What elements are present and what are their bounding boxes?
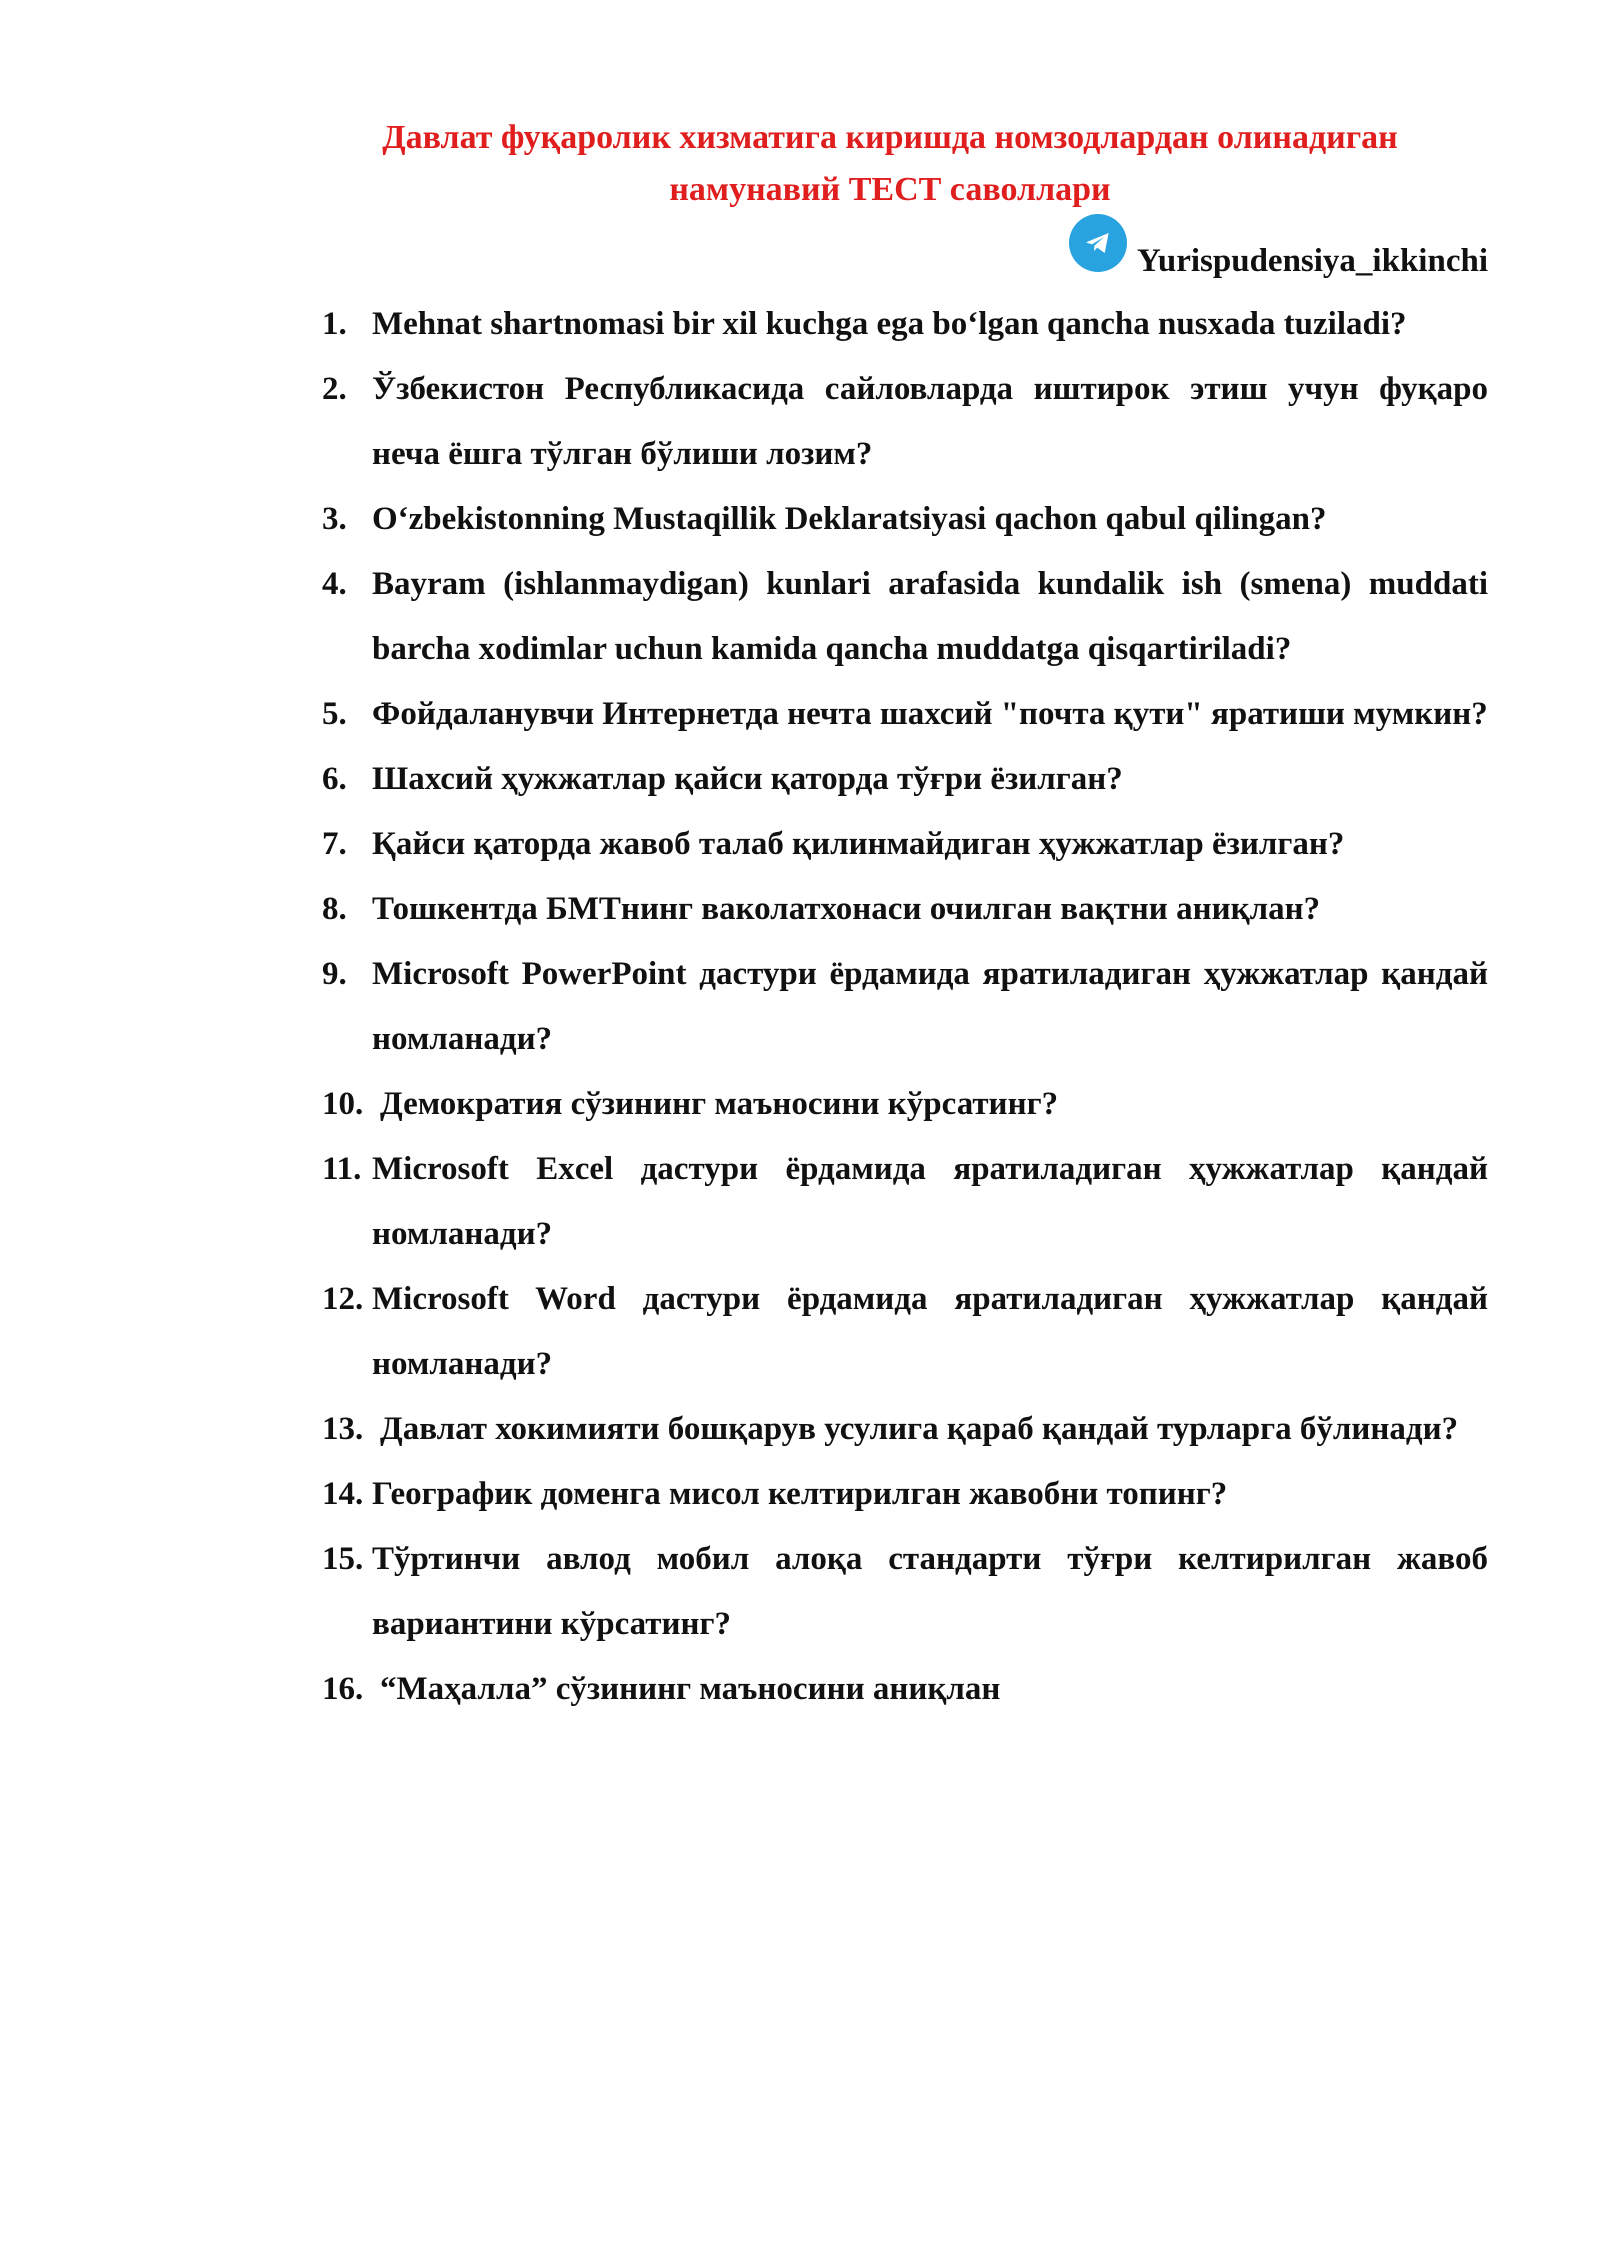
question-text: Bayram (ishlanmaydigan) kunlari arafasida kundalik ish (smena) muddati barcha xodimlar uchun kamida qancha muddatga qisqartiriladi? (372, 566, 1488, 667)
question-item (322, 682, 1488, 747)
channel-tag (1069, 220, 1488, 280)
question-number: 7. (322, 826, 347, 862)
question-number: 13. (322, 1411, 364, 1447)
question-item (322, 1137, 1488, 1267)
question-item (322, 292, 1488, 357)
question-item (322, 1072, 1488, 1137)
question-item (322, 1267, 1488, 1397)
question-text: Шахсий ҳужжатлар қайси қаторда тўғри ёзилган? (372, 761, 1123, 797)
question-text: Фойдаланувчи Интернетда нечта шахсий "почта қути" яратиши мумкин? (372, 696, 1488, 732)
question-text: Тошкентда БМТнинг ваколатхонаси очилган вақтни аниқлан? (372, 891, 1321, 927)
question-text: Давлат хокимияти бошқарув усулига қараб қандай турларга бўлинади? (380, 1411, 1459, 1447)
question-number: 1. (322, 306, 347, 342)
question-item (322, 1657, 1488, 1722)
question-item (322, 877, 1488, 942)
question-text: Mehnat shartnomasi bir xil kuchga ega bo‘lgan qancha nusxada tuziladi? (372, 306, 1407, 342)
question-number: 16. (322, 1671, 364, 1707)
question-number: 14. (322, 1476, 364, 1512)
question-item (322, 1462, 1488, 1527)
page-title (300, 112, 1480, 216)
title-line-2: намунавий ТЕСТ саволлари (669, 171, 1111, 208)
question-number: 5. (322, 696, 347, 732)
question-number: 15. (322, 1541, 364, 1577)
question-number: 2. (322, 371, 347, 407)
question-number: 3. (322, 501, 347, 537)
question-item (322, 942, 1488, 1072)
question-number: 12. (322, 1281, 364, 1317)
question-item (322, 747, 1488, 812)
question-list (322, 292, 1488, 1722)
question-item (322, 552, 1488, 682)
question-item (322, 1527, 1488, 1657)
question-text: Тўртинчи авлод мобил алоқа стандарти тўғри келтирилган жавоб вариантини кўрсатинг? (372, 1541, 1488, 1642)
question-item (322, 487, 1488, 552)
question-item (322, 357, 1488, 487)
question-number: 9. (322, 956, 347, 992)
question-text: Қайси қаторда жавоб талаб қилинмайдиган ҳужжатлар ёзилган? (372, 826, 1345, 862)
question-number: 6. (322, 761, 347, 797)
question-text: “Маҳалла” сўзининг маъносини аниқлан (380, 1671, 1001, 1707)
question-text: Microsoft PowerPoint дастури ёрдамида яратиладиган ҳужжатлар қандай номланади? (372, 956, 1488, 1057)
title-line-1: Давлат фуқаролик хизматига киришда номзодлардан олинадиган (382, 119, 1398, 156)
question-text: Microsoft Excel дастури ёрдамида яратиладиган ҳужжатлар қандай номланади? (372, 1151, 1488, 1252)
channel-name: Yurispudensiya_ikkinchi (1137, 242, 1488, 279)
question-number: 4. (322, 566, 347, 602)
question-item (322, 812, 1488, 877)
question-text: Microsoft Word дастури ёрдамида яратиладиган ҳужжатлар қандай номланади? (372, 1281, 1488, 1382)
question-text: Демократия сўзининг маъносини кўрсатинг? (380, 1086, 1059, 1122)
question-text: Ўзбекистон Республикасида сайловларда иштирок этиш учун фуқаро неча ёшга тўлган бўлиши лозим? (372, 371, 1488, 472)
telegram-icon (1069, 214, 1127, 272)
question-item (322, 1397, 1488, 1462)
question-number: 10. (322, 1086, 364, 1122)
question-number: 8. (322, 891, 347, 927)
question-number: 11. (322, 1151, 362, 1187)
question-text: O‘zbekistonning Mustaqillik Deklaratsiyasi qachon qabul qilingan? (372, 501, 1327, 537)
question-text: Географик доменга мисол келтирилган жавобни топинг? (372, 1476, 1228, 1512)
